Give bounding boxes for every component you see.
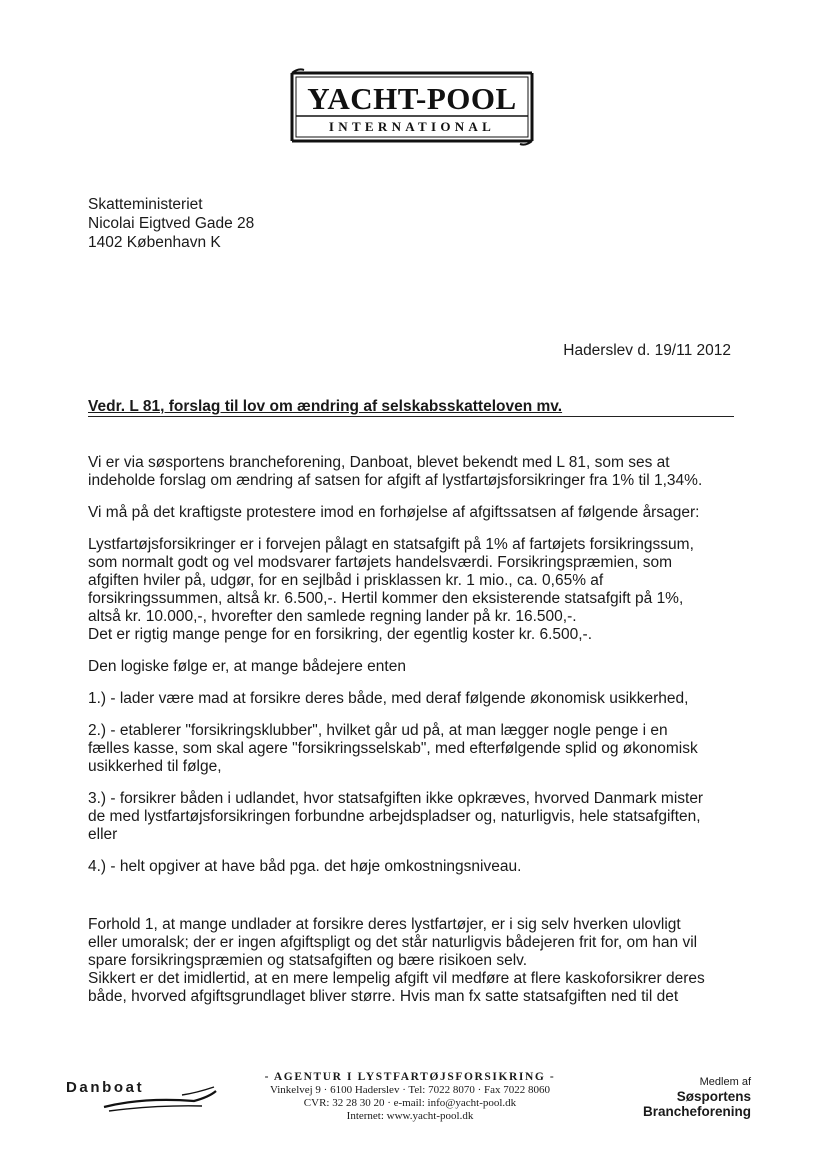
body-line: indeholde forslag om ændring af satsen for afgift af lystfartøjsforsikringer fra 1% til 1,34%.	[88, 472, 703, 489]
body-paragraph	[88, 658, 748, 676]
body-line: eller	[88, 826, 118, 843]
body-line: 3.) - forsikrer båden i udlandet, hvor statsafgiften ikke opkræves, hvorved Danmark mister	[88, 790, 704, 807]
body-line: forsikringssummen, altså kr. 6.500,-. Hertil kommer den eksisterende statsafgift på 1%,	[88, 590, 684, 607]
body-line: afgiften hviler på, udgør, for en sejlbåd i prisklassen kr. 1 mio., ca. 0,65% af	[88, 572, 604, 589]
agency-web: Internet: www.yacht-pool.dk	[346, 1110, 474, 1122]
body-line: både, hvorved afgiftsgrundlaget bliver større. Hvis man fx satte statsafgiften ned til det	[88, 988, 679, 1005]
body-line: Sikkert er det imidlertid, at en mere lempelig afgift vil medføre at flere kaskoforsikrer deres	[88, 970, 705, 987]
body-paragraph	[88, 722, 748, 776]
body-paragraph	[88, 454, 748, 490]
agency-address: Vinkelvej 9 · 6100 Haderslev · Tel: 7022 8070 · Fax 7022 8060	[269, 1084, 551, 1096]
yacht-pool-logo	[286, 64, 538, 150]
body-line: altså kr. 10.000,-, hvorefter den samlede regning lander på kr. 16.500,-.	[88, 608, 577, 625]
body-line: Vi er via søsportens brancheforening, Danboat, blevet bekendt med L 81, som ses at	[88, 454, 670, 471]
danboat-name: Danboat	[66, 1079, 145, 1096]
recipient-address	[88, 195, 254, 252]
letter-date: Haderslev d. 19/11 2012	[563, 342, 731, 359]
recipient-street: Nicolai Eigtved Gade 28	[88, 215, 255, 232]
member-label: Medlem af	[699, 1076, 751, 1088]
membership-info	[643, 1076, 751, 1119]
body-paragraph	[88, 536, 748, 644]
agency-info	[240, 1071, 580, 1123]
recipient-name: Skatteministeriet	[88, 196, 203, 213]
body-line: 4.) - helt opgiver at have båd pga. det høje omkostningsniveau.	[88, 858, 522, 875]
body-line: fælles kasse, som skal agere "forsikringsselskab", med efterfølgende splid og økonomisk	[88, 740, 698, 757]
subject-line	[88, 398, 734, 417]
body-line: Den logiske følge er, at mange bådejere enten	[88, 658, 406, 675]
letter-body	[88, 440, 748, 1006]
danboat-logo	[64, 1079, 224, 1115]
body-line: 2.) - etablerer "forsikringsklubber", hvilket går ud på, at man lægger nogle penge i en	[88, 722, 668, 739]
agency-title: - AGENTUR I LYSTFARTØJSFORSIKRING -	[264, 1071, 556, 1083]
body-paragraph	[88, 504, 748, 522]
member-org-line2: Brancheforening	[642, 1104, 751, 1119]
body-line: Vi må på det kraftigste protestere imod en forhøjelse af afgiftssatsen af følgende årsager:	[88, 504, 700, 521]
body-paragraph	[88, 916, 748, 1006]
body-line: Lystfartøjsforsikringer er i forvejen pålagt en statsafgift på 1% af fartøjets forsikringssum,	[88, 536, 694, 553]
body-paragraph	[88, 690, 748, 708]
danboat-wave-icon	[64, 1079, 224, 1115]
body-line: de med lystfartøjsforsikringen forbundne arbejdspladser og, naturligvis, hele statsafgiften,	[88, 808, 701, 825]
body-line: Forhold 1, at mange undlader at forsikre deres lystfartøjer, er i sig selv hverken ulovligt	[88, 916, 681, 933]
body-line: usikkerhed til følge,	[88, 758, 222, 775]
subject-text: Vedr. L 81, forslag til lov om ændring af selskabsskatteloven mv.	[88, 398, 563, 415]
body-line: som normalt godt og vel modsvarer fartøjets handelsværdi. Forsikringspræmien, som	[88, 554, 673, 571]
body-line: spare forsikringspræmien og statsafgiften og bære risikoen selv.	[88, 952, 528, 969]
body-line: Det er rigtig mange penge for en forsikring, der egentlig koster kr. 6.500,-.	[88, 626, 593, 643]
agency-cvr: CVR: 32 28 30 20 · e-mail: info@yacht-pool.dk	[303, 1097, 517, 1109]
recipient-city: 1402 København K	[88, 234, 221, 251]
member-org-line1: Søsportens	[676, 1089, 751, 1104]
body-paragraph	[88, 790, 748, 844]
logo-subtitle: INTERNATIONAL	[328, 119, 496, 134]
body-line: 1.) - lader være mad at forsikre deres både, med deraf følgende økonomisk usikkerhed,	[88, 690, 689, 707]
body-paragraph	[88, 858, 748, 876]
logo-title: YACHT-POOL	[307, 81, 517, 116]
body-line: eller umoralsk; der er ingen afgiftspligt og det står naturligvis bådejeren frit for, om han vil	[88, 934, 698, 951]
